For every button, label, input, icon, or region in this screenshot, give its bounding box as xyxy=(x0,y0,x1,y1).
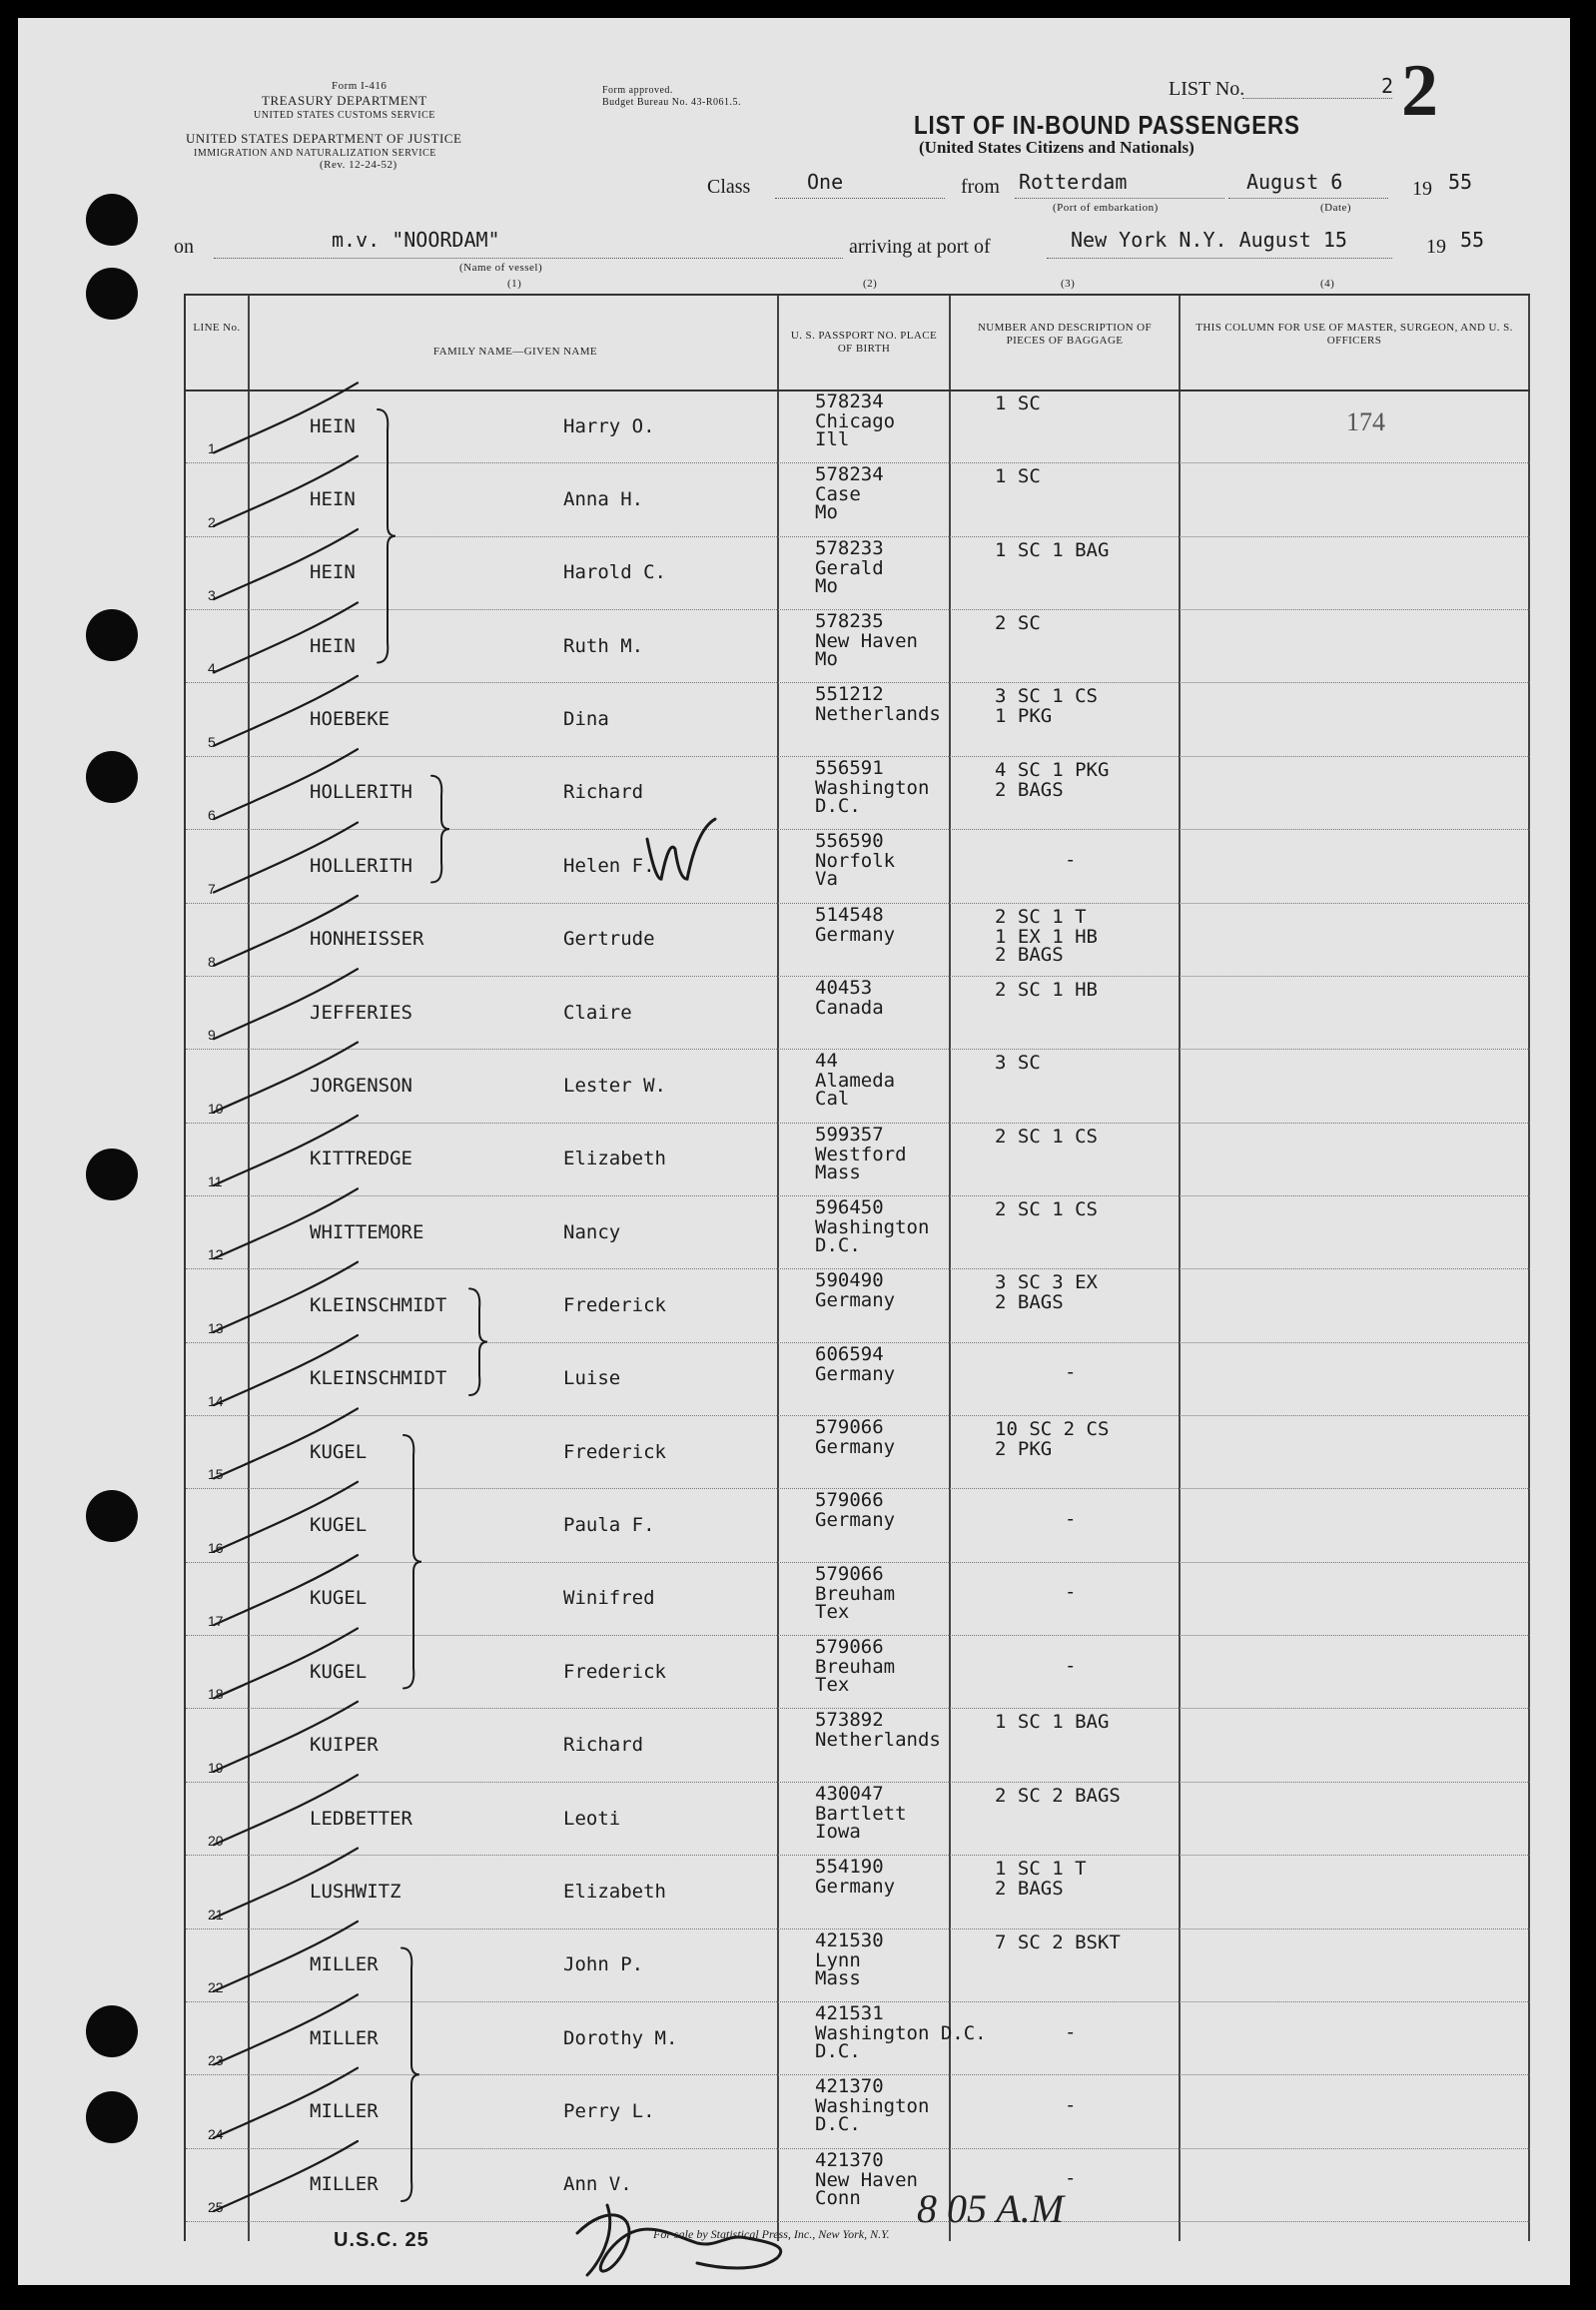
form-number: Form I-416 xyxy=(332,80,388,92)
family-name: KUGEL xyxy=(310,1514,368,1537)
given-name: Elizabeth xyxy=(563,1880,666,1903)
birth-place: Washington xyxy=(815,2095,930,2118)
line-number: 2 xyxy=(208,513,216,530)
line-number: 19 xyxy=(208,1759,224,1776)
check-mark xyxy=(214,1849,358,1919)
birth-place: New Haven xyxy=(815,2168,918,2191)
date-caption: (Date) xyxy=(1320,202,1352,214)
birth-place-2: Va xyxy=(815,868,838,891)
birth-place: Germany xyxy=(815,1876,896,1899)
line-number: 12 xyxy=(208,1246,224,1263)
line-number: 17 xyxy=(208,1613,224,1630)
baggage-line-1: 1 SC 1 T xyxy=(995,1858,1087,1881)
line-number: 7 xyxy=(208,880,216,897)
check-mark xyxy=(214,529,358,599)
given-name: Winifred xyxy=(563,1587,655,1610)
given-name: Anna H. xyxy=(563,488,644,511)
passport-number: 578235 xyxy=(815,610,884,633)
birth-place-2: D.C. xyxy=(815,2039,861,2062)
check-mark xyxy=(214,1994,358,2064)
check-mark xyxy=(214,2068,358,2138)
birth-place: Canada xyxy=(815,996,884,1019)
printer-note: For sale by Statistical Press, Inc., New York, N.Y. xyxy=(653,2227,890,2241)
line-number: 25 xyxy=(208,2198,224,2215)
baggage-line-1: 3 SC 1 CS xyxy=(995,685,1098,708)
baggage-line-1: 10 SC 2 CS xyxy=(995,1418,1110,1441)
given-name: Frederick xyxy=(563,1440,666,1463)
baggage-line-1: 2 SC 1 CS xyxy=(995,1197,1098,1220)
col-header-officers: THIS COLUMN FOR USE OF MASTER, SURGEON, AND U. S. OFFICERS xyxy=(1196,322,1513,347)
passport-number: 596450 xyxy=(815,1195,884,1218)
family-brace xyxy=(431,776,449,883)
passport-number: 514548 xyxy=(815,903,884,926)
birth-place: New Haven xyxy=(815,630,918,653)
baggage-line-3: 2 BAGS xyxy=(995,943,1064,966)
given-name: Ann V. xyxy=(563,2173,632,2196)
passport-number: 421370 xyxy=(815,2148,884,2171)
baggage-line-1: - xyxy=(1065,2093,1077,2116)
departure-year: 55 xyxy=(1448,170,1473,194)
birth-place-2: Mass xyxy=(815,1160,861,1183)
given-name: Elizabeth xyxy=(563,1148,666,1170)
line-number: 14 xyxy=(208,1393,224,1410)
birth-place: Bartlett xyxy=(815,1802,907,1825)
birth-place: Breuham xyxy=(815,1656,896,1679)
col-number-4: (4) xyxy=(1320,278,1335,290)
baggage-line-1: - xyxy=(1065,1654,1077,1677)
family-name: HEIN xyxy=(310,414,356,437)
line-number: 9 xyxy=(208,1027,216,1044)
family-name: JORGENSON xyxy=(310,1074,412,1097)
col-number-2: (2) xyxy=(863,278,878,290)
col-number-1: (1) xyxy=(507,278,522,290)
family-name: HEIN xyxy=(310,561,356,584)
check-mark xyxy=(214,1775,358,1845)
birth-place-2: Mo xyxy=(815,574,838,597)
birth-place: Germany xyxy=(815,1436,896,1459)
check-mark xyxy=(214,1628,358,1698)
col-header-line-no: LINE No. xyxy=(193,322,241,334)
passport-number: 40453 xyxy=(815,976,873,999)
baggage-line-1: - xyxy=(1065,1361,1077,1384)
birth-place-2: Mass xyxy=(815,1966,861,1989)
arriving-label: arriving at port of xyxy=(849,236,991,258)
passport-number: 430047 xyxy=(815,1782,884,1805)
handwritten-marks xyxy=(18,18,1570,2285)
given-name: Dorothy M. xyxy=(563,2026,678,2049)
family-name: KUGEL xyxy=(310,1587,368,1610)
page-subtitle: (United States Citizens and Nationals) xyxy=(919,138,1195,157)
check-mark xyxy=(214,1922,358,1991)
given-name: Richard xyxy=(563,781,644,804)
birth-place: Norfolk xyxy=(815,850,896,873)
baggage-line-1: 2 SC 2 BAGS xyxy=(995,1784,1121,1807)
birth-place-2: Ill xyxy=(815,428,850,450)
baggage-line-1: - xyxy=(1065,1581,1077,1604)
birth-place: Alameda xyxy=(815,1070,896,1093)
col-number-3: (3) xyxy=(1061,278,1076,290)
baggage-line-1: 2 SC 1 CS xyxy=(995,1125,1098,1148)
baggage-line-1: 4 SC 1 PKG xyxy=(995,758,1110,781)
check-mark xyxy=(214,1043,358,1113)
col-header-name: FAMILY NAME—GIVEN NAME xyxy=(432,346,598,358)
birth-place: Netherlands xyxy=(815,703,941,726)
family-name: KUGEL xyxy=(310,1440,368,1463)
baggage-line-2: 1 EX 1 HB xyxy=(995,925,1098,948)
birth-place-2: Cal xyxy=(815,1088,850,1111)
baggage-line-1: 1 SC xyxy=(995,392,1041,414)
passport-number: 44 xyxy=(815,1050,838,1073)
birth-place: Washington xyxy=(815,1215,930,1238)
on-label: on xyxy=(174,236,194,258)
family-name: KUGEL xyxy=(310,1660,368,1683)
page-title: LIST OF IN-BOUND PASSENGERS xyxy=(914,110,1300,140)
birth-place-2: Iowa xyxy=(815,1820,861,1843)
birth-place-2: Conn xyxy=(815,2186,861,2209)
baggage-line-2: 2 PKG xyxy=(995,1438,1053,1461)
given-name: Richard xyxy=(563,1734,644,1757)
birth-place-2: Tex xyxy=(815,1600,850,1623)
line-number: 5 xyxy=(208,733,216,750)
family-name: KLEINSCHMIDT xyxy=(310,1367,447,1390)
col-header-passport: U. S. PASSPORT NO. PLACE OF BIRTH xyxy=(790,330,938,355)
family-brace xyxy=(403,1435,421,1688)
birth-place: Chicago xyxy=(815,410,896,432)
birth-place: Case xyxy=(815,483,861,506)
family-name: LUSHWITZ xyxy=(310,1880,401,1903)
birth-place-2: Tex xyxy=(815,1674,850,1697)
class-label: Class xyxy=(707,176,751,198)
port-caption: (Port of embarkation) xyxy=(1053,202,1159,214)
passport-number: 573892 xyxy=(815,1709,884,1732)
given-name: Luise xyxy=(563,1367,621,1390)
immigration-service: IMMIGRATION AND NATURALIZATION SERVICE xyxy=(194,148,436,159)
passport-number: 590490 xyxy=(815,1269,884,1292)
baggage-line-2: 1 PKG xyxy=(995,705,1053,728)
line-number: 10 xyxy=(208,1100,224,1117)
officer-note: 174 xyxy=(1346,407,1385,436)
passport-number: 421530 xyxy=(815,1928,884,1951)
birth-place-2: D.C. xyxy=(815,2113,861,2136)
check-mark xyxy=(214,456,358,526)
given-name: Claire xyxy=(563,1001,632,1024)
budget-bureau: Budget Bureau No. 43-R061.5. xyxy=(602,97,741,108)
check-mark xyxy=(214,602,358,672)
handwritten-time: 8 05 A.M xyxy=(917,2186,1065,2231)
check-mark xyxy=(214,1116,358,1185)
col-header-baggage: NUMBER AND DESCRIPTION OF PIECES OF BAGGAGE xyxy=(977,322,1153,347)
family-name: MILLER xyxy=(310,2026,379,2049)
check-mark xyxy=(214,823,358,893)
given-name: Harry O. xyxy=(563,414,655,437)
passport-number: 421531 xyxy=(815,2001,884,2024)
justice-dept: UNITED STATES DEPARTMENT OF JUSTICE xyxy=(186,131,462,146)
vessel-name: m.v. "NOORDAM" xyxy=(332,228,500,252)
family-name: HEIN xyxy=(310,634,356,657)
baggage-line-1: - xyxy=(1065,848,1077,871)
line-number: 24 xyxy=(208,2125,224,2142)
given-name: Leoti xyxy=(563,1807,621,1830)
passport-number: 579066 xyxy=(815,1489,884,1512)
birth-place: Germany xyxy=(815,1289,896,1312)
family-name: KITTREDGE xyxy=(310,1148,412,1170)
line-number: 1 xyxy=(208,440,216,457)
family-brace xyxy=(401,1948,419,2201)
line-number: 22 xyxy=(208,1978,224,1995)
baggage-line-2: 2 BAGS xyxy=(995,1291,1064,1314)
list-no-small: 2 xyxy=(1381,74,1394,98)
passport-number: 579066 xyxy=(815,1562,884,1585)
baggage-line-1: 3 SC 3 EX xyxy=(995,1271,1098,1294)
given-name: Nancy xyxy=(563,1220,621,1243)
family-name: HEIN xyxy=(310,488,356,511)
family-name: MILLER xyxy=(310,2099,379,2122)
passport-number: 578234 xyxy=(815,390,884,412)
line-number: 21 xyxy=(208,1906,224,1923)
given-name: John P. xyxy=(563,1953,644,1976)
line-number: 6 xyxy=(208,807,216,824)
given-name: Helen F. xyxy=(563,854,655,877)
family-name: MILLER xyxy=(310,1953,379,1976)
check-mark xyxy=(214,1262,358,1332)
given-name: Ruth M. xyxy=(563,634,644,657)
family-brace xyxy=(469,1288,487,1395)
passport-number: 578234 xyxy=(815,463,884,486)
check-mark xyxy=(214,676,358,746)
birth-place: Westford xyxy=(815,1143,907,1165)
birth-place: Breuham xyxy=(815,1582,896,1605)
treasury-dept: TREASURY DEPARTMENT xyxy=(262,93,427,108)
baggage-line-1: 2 SC 1 T xyxy=(995,905,1087,928)
baggage-line-1: 1 SC 1 BAG xyxy=(995,1711,1110,1734)
baggage-line-1: - xyxy=(1065,2167,1077,2190)
list-no-value: 2 xyxy=(1401,50,1438,132)
baggage-line-1: 1 SC xyxy=(995,465,1041,488)
year-prefix: 19 xyxy=(1412,178,1432,200)
given-name: Frederick xyxy=(563,1293,666,1316)
check-mark xyxy=(214,1188,358,1258)
birth-place: Lynn xyxy=(815,1948,861,1971)
birth-place-2: Mo xyxy=(815,501,838,524)
document-page xyxy=(18,18,1570,2285)
birth-place: Germany xyxy=(815,1509,896,1532)
baggage-line-1: 7 SC 2 BSKT xyxy=(995,1930,1121,1953)
passport-number: 578233 xyxy=(815,536,884,559)
passport-number: 421370 xyxy=(815,2075,884,2098)
line-number: 3 xyxy=(208,587,216,604)
given-name: Lester W. xyxy=(563,1074,666,1097)
birth-place: Germany xyxy=(815,1362,896,1385)
baggage-line-1: - xyxy=(1065,2020,1077,2043)
family-name: KLEINSCHMIDT xyxy=(310,1293,447,1316)
check-mark xyxy=(214,1702,358,1772)
birth-place: Netherlands xyxy=(815,1729,941,1752)
given-name: Dina xyxy=(563,708,609,731)
baggage-line-1: 2 SC xyxy=(995,612,1041,635)
customs-service: UNITED STATES CUSTOMS SERVICE xyxy=(254,110,435,121)
arrival-port-date: New York N.Y. August 15 xyxy=(1071,228,1347,252)
family-name: MILLER xyxy=(310,2173,379,2196)
family-name: HOLLERITH xyxy=(310,781,412,804)
baggage-line-2: 2 BAGS xyxy=(995,778,1064,801)
baggage-line-2: 2 BAGS xyxy=(995,1878,1064,1901)
check-mark xyxy=(214,2141,358,2211)
line-number: 23 xyxy=(208,2052,224,2069)
baggage-line-1: 3 SC xyxy=(995,1052,1041,1075)
class-value: One xyxy=(807,170,844,194)
family-name: LEDBETTER xyxy=(310,1807,412,1830)
birth-place: Gerald xyxy=(815,556,884,579)
birth-place-2: Mo xyxy=(815,648,838,671)
family-name: KUIPER xyxy=(310,1734,379,1757)
form-approved: Form approved. xyxy=(602,85,673,96)
baggage-line-1: 1 SC 1 BAG xyxy=(995,538,1110,561)
passport-number: 579066 xyxy=(815,1636,884,1659)
departure-date: August 6 xyxy=(1246,170,1343,194)
passport-number: 579066 xyxy=(815,1416,884,1439)
usc-code: U.S.C. 25 xyxy=(334,2229,429,2251)
given-name: Perry L. xyxy=(563,2099,655,2122)
passport-number: 554190 xyxy=(815,1856,884,1879)
passport-number: 551212 xyxy=(815,683,884,706)
check-mark xyxy=(214,969,358,1039)
birth-place-2: D.C. xyxy=(815,794,861,817)
check-mark xyxy=(214,1555,358,1625)
birth-place: Washington D.C. xyxy=(815,2021,987,2044)
check-mark xyxy=(214,1335,358,1405)
line-number: 8 xyxy=(208,953,216,970)
passport-number: 556591 xyxy=(815,756,884,779)
given-name: Gertrude xyxy=(563,928,655,951)
given-name: Frederick xyxy=(563,1660,666,1683)
family-name: HONHEISSER xyxy=(310,928,424,951)
from-label: from xyxy=(961,176,1000,198)
handwritten-initial xyxy=(647,819,715,879)
line-number: 18 xyxy=(208,1686,224,1703)
birth-place: Washington xyxy=(815,776,930,799)
line-number: 4 xyxy=(208,660,216,677)
check-mark xyxy=(214,1482,358,1552)
passport-number: 599357 xyxy=(815,1123,884,1146)
check-mark xyxy=(214,383,358,452)
birth-place-2: D.C. xyxy=(815,1233,861,1256)
check-mark xyxy=(214,1408,358,1478)
passport-number: 556590 xyxy=(815,830,884,853)
line-number: 20 xyxy=(208,1833,224,1850)
family-name: HOEBEKE xyxy=(310,708,391,731)
line-number: 11 xyxy=(208,1172,223,1189)
baggage-line-1: 2 SC 1 HB xyxy=(995,978,1098,1001)
arrival-year: 55 xyxy=(1460,228,1485,252)
given-name: Harold C. xyxy=(563,561,666,584)
check-mark xyxy=(214,896,358,966)
port-of-embarkation: Rotterdam xyxy=(1019,170,1128,194)
year-prefix-2: 19 xyxy=(1426,236,1446,258)
vessel-caption: (Name of vessel) xyxy=(459,262,543,274)
family-name: HOLLERITH xyxy=(310,854,412,877)
form-revision: (Rev. 12-24-52) xyxy=(320,159,398,171)
baggage-line-1: - xyxy=(1065,1508,1077,1531)
line-number: 15 xyxy=(208,1466,224,1483)
line-number: 13 xyxy=(208,1319,224,1336)
passport-number: 606594 xyxy=(815,1342,884,1365)
birth-place: Germany xyxy=(815,923,896,946)
family-name: WHITTEMORE xyxy=(310,1220,424,1243)
list-no-label: LIST No. xyxy=(1169,78,1245,100)
family-brace xyxy=(378,409,396,662)
line-number: 16 xyxy=(208,1539,224,1556)
check-mark xyxy=(214,749,358,819)
family-name: JEFFERIES xyxy=(310,1001,412,1024)
given-name: Paula F. xyxy=(563,1514,655,1537)
